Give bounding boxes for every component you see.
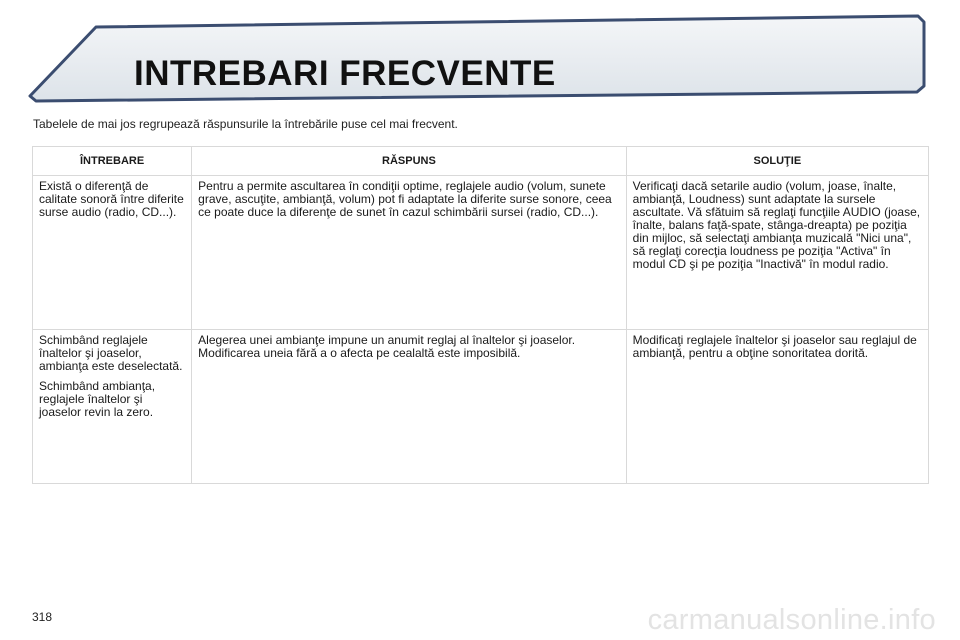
answer-text: Pentru a permite ascultarea în condiţii optime, reglajele audio (volum, sunete grave, ascuţite, ambianţă, volum) pot fi adaptate la diferite surse sonore, ceea ce poate duce la diferenţe de sunet în cazul schimbării sursei (radio, CD...). [198, 179, 612, 219]
page-title: INTREBARI FRECVENTE [134, 54, 556, 93]
faq-table [32, 146, 929, 484]
question-text: Schimbând ambianţa, reglajele înaltelor şi joaselor revin la zero. [39, 379, 156, 419]
solution-cell [626, 330, 928, 484]
solution-text: Verificaţi dacă setarile audio (volum, joase, înalte, ambianţă, Loudness) sunt adaptate la sursele ascultate. Vă sfătuim să reglaţi funcţiile AUDIO (joase, înalte, balans faţă-spate, stânga-dreapta) pe poziţia din mijloc, să selectaţi ambianţa muzicală "Nici una", să reglaţi corecţia loudness pe poziţia "Activa" în modul CD şi pe poziţia "Inactivă" în modul radio. [632, 179, 921, 271]
table-row [33, 176, 929, 330]
watermark-text: carmanualsonline.info [647, 604, 936, 636]
intro-text: Tabelele de mai jos regrupează răspunsurile la întrebările puse cel mai frecvent. [33, 117, 458, 131]
header-banner [0, 0, 960, 110]
column-header-solution: SOLUŢIE [626, 147, 928, 176]
page-number: 318 [32, 610, 53, 624]
table-header-row [33, 147, 929, 176]
solution-text: Modificaţi reglajele înaltelor şi joaselor sau reglajul de ambianţă, pentru a obţine sonoritatea dorită. [632, 333, 917, 360]
column-header-question: ÎNTREBARE [33, 147, 192, 176]
table-row [33, 330, 929, 484]
answer-cell [192, 176, 626, 330]
question-text: Schimbând reglajele înaltelor şi joaselor, ambianţa este deselectată. [39, 333, 183, 373]
column-header-answer: RĂSPUNS [192, 147, 626, 176]
question-cell [33, 330, 192, 484]
question-text: Există o diferenţă de calitate sonoră între diferite surse audio (radio, CD...). [39, 179, 184, 219]
answer-text: Alegerea unei ambianţe impune un anumit reglaj al înaltelor şi joaselor. Modificarea uneia fără a o afecta pe cealaltă este imposibilă. [198, 333, 576, 360]
question-cell [33, 176, 192, 330]
answer-cell [192, 330, 626, 484]
solution-cell [626, 176, 928, 330]
